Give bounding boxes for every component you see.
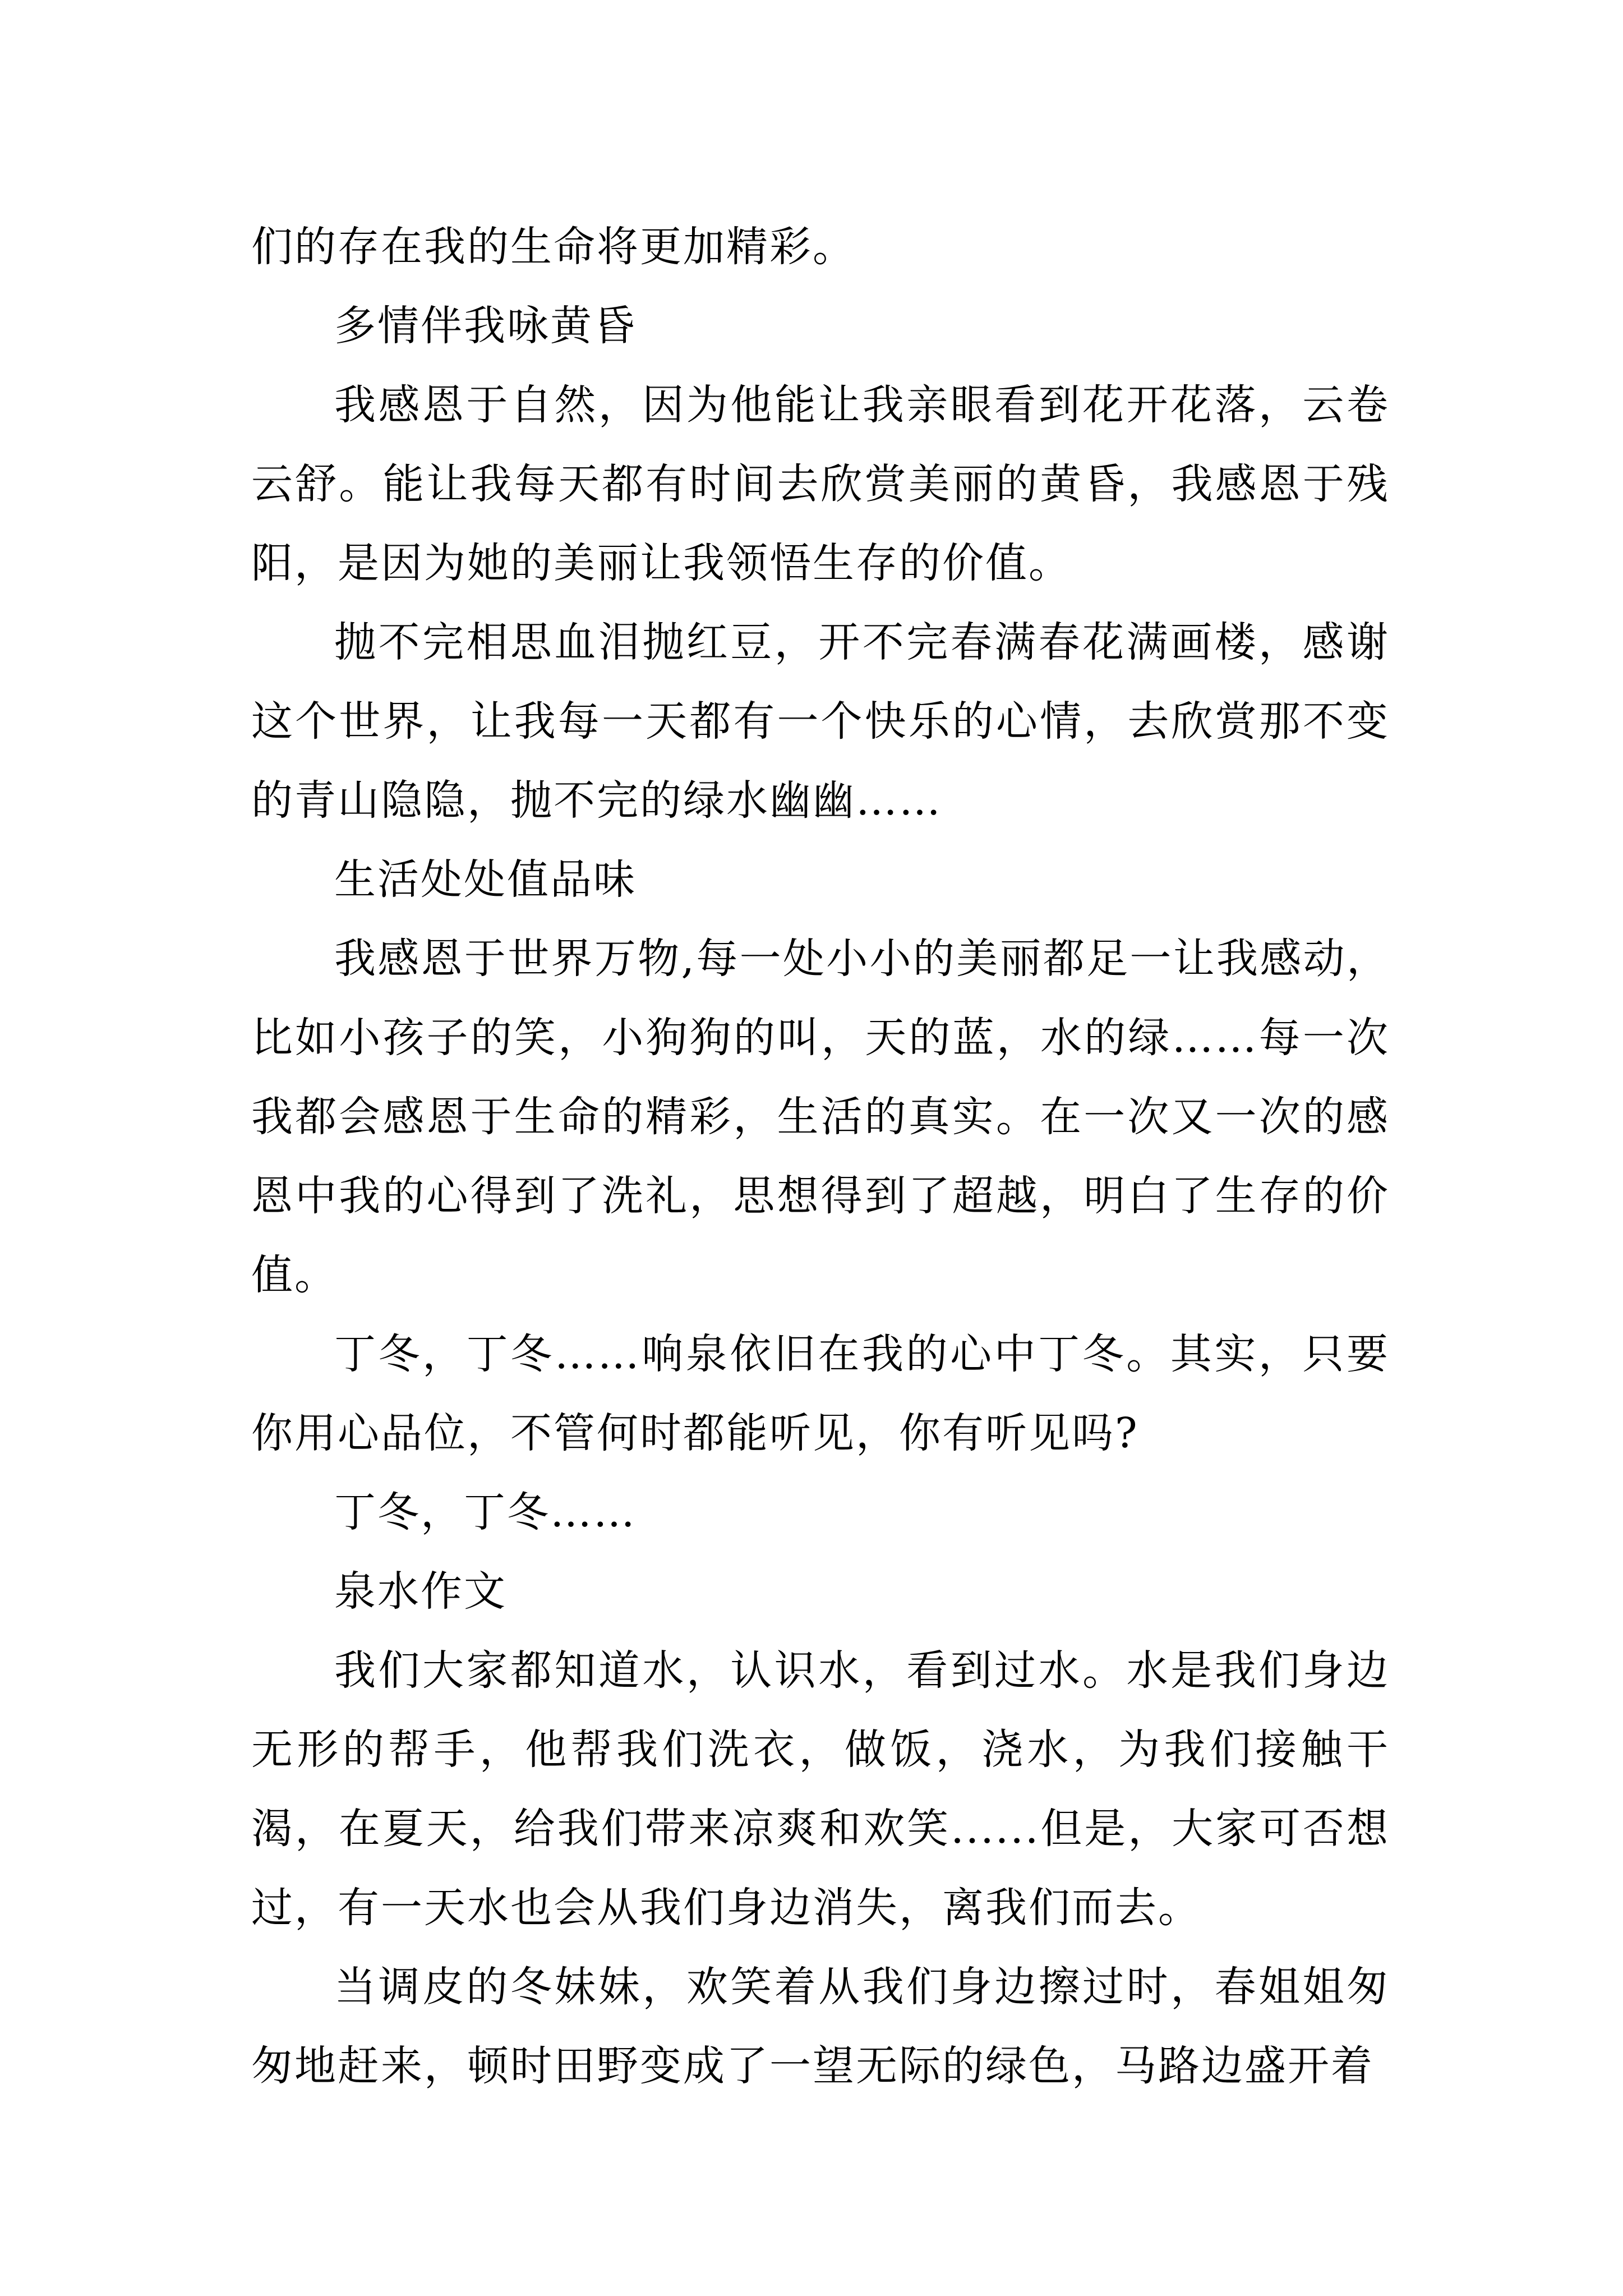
paragraph: 我感恩于世界万物,每一处小小的美丽都足一让我感动，比如小孩子的笑，小狗狗的叫，天的蓝，水的绿……每一次我都会感恩于生命的精彩，生活的真实。在一次又一次的感恩中我的心得到了洗礼，思想得到了超越，明白了生存的价值。 bbox=[251, 935, 1390, 1299]
document-page bbox=[251, 208, 1390, 2106]
section-heading-spring-water: 泉水作文 bbox=[334, 1567, 507, 1616]
paragraph: 抛不完相思血泪抛红豆，开不完春满春花满画楼，感谢这个世界，让我每一天都有一个快乐的心情，去欣赏那不变的青山隐隐，抛不完的绿水幽幽…… bbox=[251, 618, 1390, 825]
section-heading-life: 生活处处值品味 bbox=[334, 855, 637, 904]
paragraph: 丁冬，丁冬……响泉依旧在我的心中丁冬。其实，只要你用心品位，不管何时都能听见，你有听见吗? bbox=[251, 1330, 1390, 1457]
paragraph: 我感恩于自然，因为他能让我亲眼看到花开花落，云卷云舒。能让我每天都有时间去欣赏美丽的黄昏，我感恩于残阳，是因为她的美丽让我领悟生存的价值。 bbox=[251, 381, 1390, 587]
paragraph: 丁冬，丁冬…… bbox=[334, 1488, 637, 1536]
paragraph: 当调皮的冬妹妹，欢笑着从我们身边擦过时，春姐姐匆匆地赶来，顿时田野变成了一望无际的绿色，马路边盛开着 bbox=[251, 1963, 1390, 2090]
section-heading-dusk: 多情伴我咏黄昏 bbox=[334, 302, 637, 350]
paragraph: 我们大家都知道水，认识水，看到过水。水是我们身边无形的帮手，他帮我们洗衣，做饭，浇水，为我们接触干渴，在夏天，给我们带来凉爽和欢笑......但是，大家可否想过，有一天水也会从我们身边消失，离我们而去。 bbox=[251, 1646, 1390, 1932]
paragraph-continuation: 们的存在我的生命将更加精彩。 bbox=[251, 223, 856, 271]
